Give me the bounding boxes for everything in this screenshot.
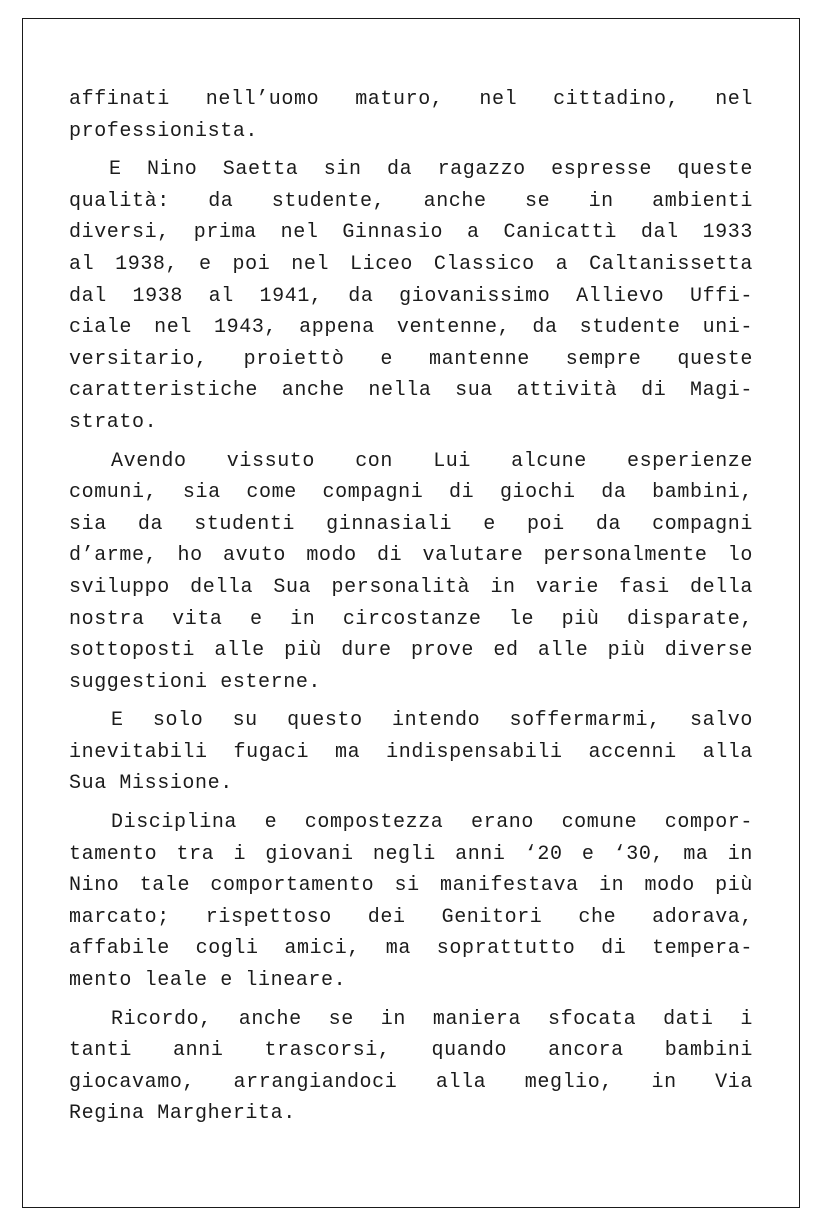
text-line: suggestioni esterne.	[69, 670, 322, 694]
paragraph-6	[69, 1004, 753, 1130]
text-line: sviluppo della Sua personalità in varie fasi della	[69, 575, 753, 599]
paragraph-5	[69, 807, 753, 997]
text-line: tanti anni trascorsi, quando ancora bambini	[69, 1039, 753, 1063]
text-line: diversi, prima nel Ginnasio a Canicattì dal 1933	[69, 221, 753, 245]
text-line: sottoposti alle più dure prove ed alle più diverse	[69, 639, 753, 663]
text-line: d’arme, ho avuto modo di valutare personalmente lo	[69, 544, 753, 568]
paragraph-4	[69, 705, 753, 800]
paragraph-3	[69, 446, 753, 699]
text-line: Regina Margherita.	[69, 1102, 296, 1126]
text-line: mento leale e lineare.	[69, 969, 347, 993]
text-line: Nino tale comportamento si manifestava in modo più	[69, 874, 753, 898]
text-line: marcato; rispettoso dei Genitori che adorava,	[69, 905, 753, 929]
text-line: comuni, sia come compagni di giochi da bambini,	[69, 481, 753, 505]
text-line: sia da studenti ginnasiali e poi da compagni	[69, 512, 753, 536]
text-line: E Nino Saetta sin da ragazzo espresse queste	[109, 158, 753, 182]
paragraph-1	[69, 84, 753, 147]
text-line: giocavamo, arrangiandoci alla meglio, in Via	[69, 1070, 753, 1094]
text-line: caratteristiche anche nella sua attività di Magi-	[69, 379, 753, 403]
text-line: al 1938, e poi nel Liceo Classico a Caltanissetta	[69, 252, 753, 276]
text-line: versitario, proiettò e mantenne sempre queste	[69, 347, 753, 371]
text-line: Avendo vissuto con Lui alcune esperienze	[111, 449, 753, 473]
paragraph-2	[69, 154, 753, 438]
text-line: dal 1938 al 1941, da giovanissimo Allievo Uffi-	[69, 284, 753, 308]
text-line: Ricordo, anche se in maniera sfocata dati i	[111, 1007, 753, 1031]
text-line: professionista.	[69, 119, 259, 143]
text-line: nostra vita e in circostanze le più disparate,	[69, 607, 753, 631]
text-line: affinati nell’uomo maturo, nel cittadino, nel	[69, 88, 753, 111]
text-line: inevitabili fugaci ma indispensabili accenni alla	[69, 740, 753, 764]
text-line: Disciplina e compostezza erano comune compor-	[111, 811, 753, 835]
document-body	[69, 84, 753, 1137]
text-line: E solo su questo intendo soffermarmi, salvo	[111, 709, 753, 733]
text-line: affabile cogli amici, ma soprattutto di tempera-	[69, 937, 753, 961]
text-line: tamento tra i giovani negli anni ‘20 e ‘30, ma in	[69, 842, 753, 866]
text-line: ciale nel 1943, appena ventenne, da studente uni-	[69, 316, 753, 340]
text-line: Sua Missione.	[69, 772, 233, 796]
text-line: strato.	[69, 410, 158, 434]
text-line: qualità: da studente, anche se in ambienti	[69, 189, 753, 213]
